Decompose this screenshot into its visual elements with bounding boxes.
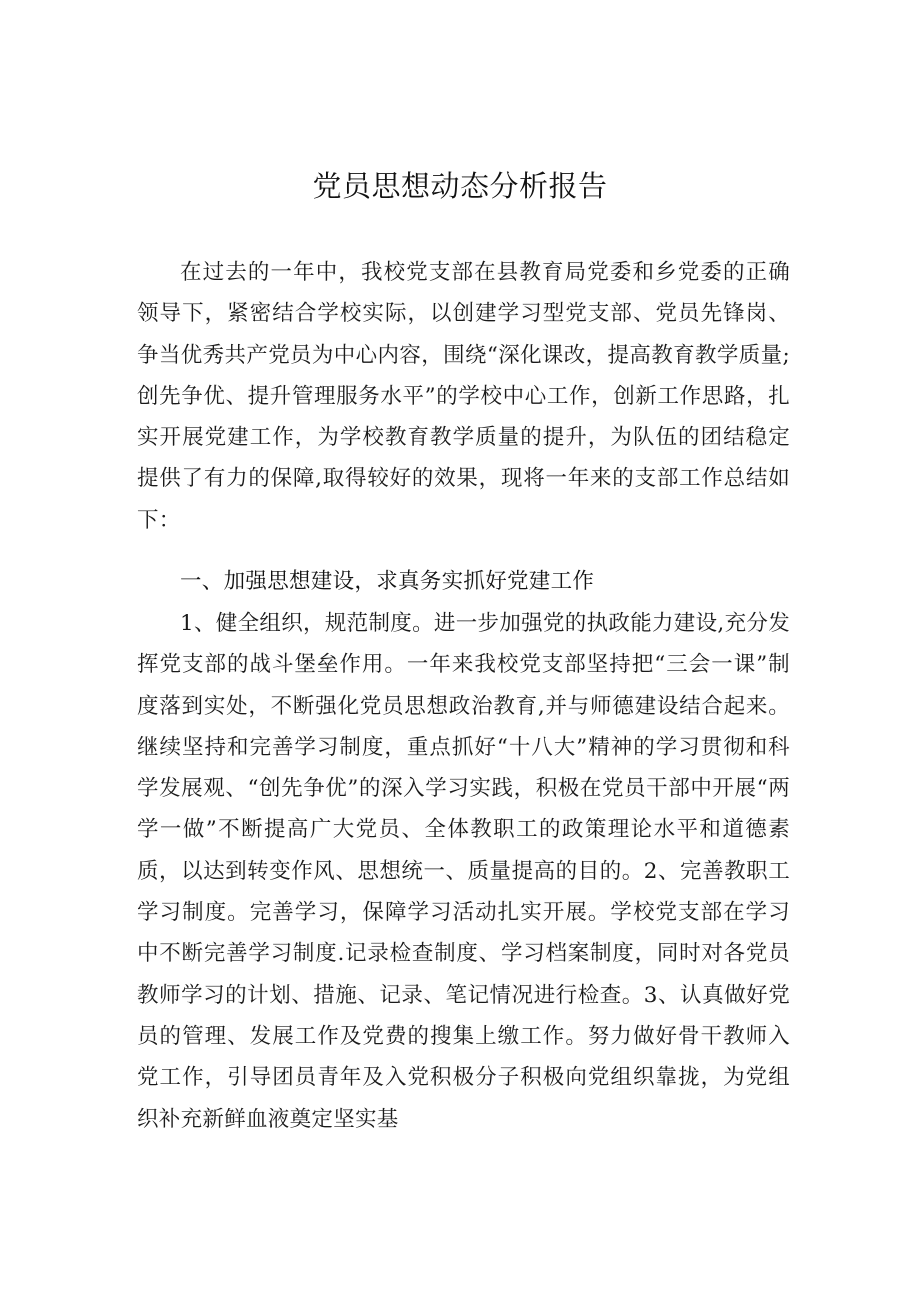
section-1-paragraph: 1、健全组织，规范制度。进一步加强党的执政能力建设,充分发挥党支部的战斗堡垒作用。一年来我校党支部坚持把“三会一课”制度落到实处，不断强化党员思想政治教育,并与师德建设结合起来。继续坚持和完善学习制度，重点抓好“十八大”精神的学习贯彻和科学发展观、“创先争优”的深入学习实践，积极在党员干部中开展“两学一做”不断提高广大党员、全体教职工的政策理论水平和道德素质，以达到转变作风、思想统一、质量提高的目的。2、完善教职工学习制度。完善学习，保障学习活动扎实开展。学校党支部在学习中不断完善学习制度.记录检查制度、学习档案制度，同时对各党员教师学习的计划、措施、记录、笔记情况进行检查。3、认真做好党员的管理、发展工作及党费的搜集上缴工作。努力做好骨干教师入党工作，引导团员青年及入党积极分子积极向党组织靠拢，为党组织补充新鲜血液奠定坚实基 <box>137 611 790 1132</box>
document-title: 党员思想动态分析报告 <box>312 169 608 203</box>
intro-paragraph: 在过去的一年中，我校党支部在县教育局党委和乡党委的正确领导下，紧密结合学校实际，以创建学习型党支部、党员先锋岗、争当优秀共产党员为中心内容，围绕“深化课改，提高教育教学质量;创先争优、提升管理服务水平”的学校中心工作，创新工作思路，扎实开展党建工作，为学校教育教学质量的提升，为队伍的团结稳定提供了有力的保障,取得较好的效果，现将一年来的支部工作总结如下： <box>137 260 790 533</box>
section-1-heading: 一、加强思想建设，求真务实抓好党建工作 <box>180 569 595 594</box>
